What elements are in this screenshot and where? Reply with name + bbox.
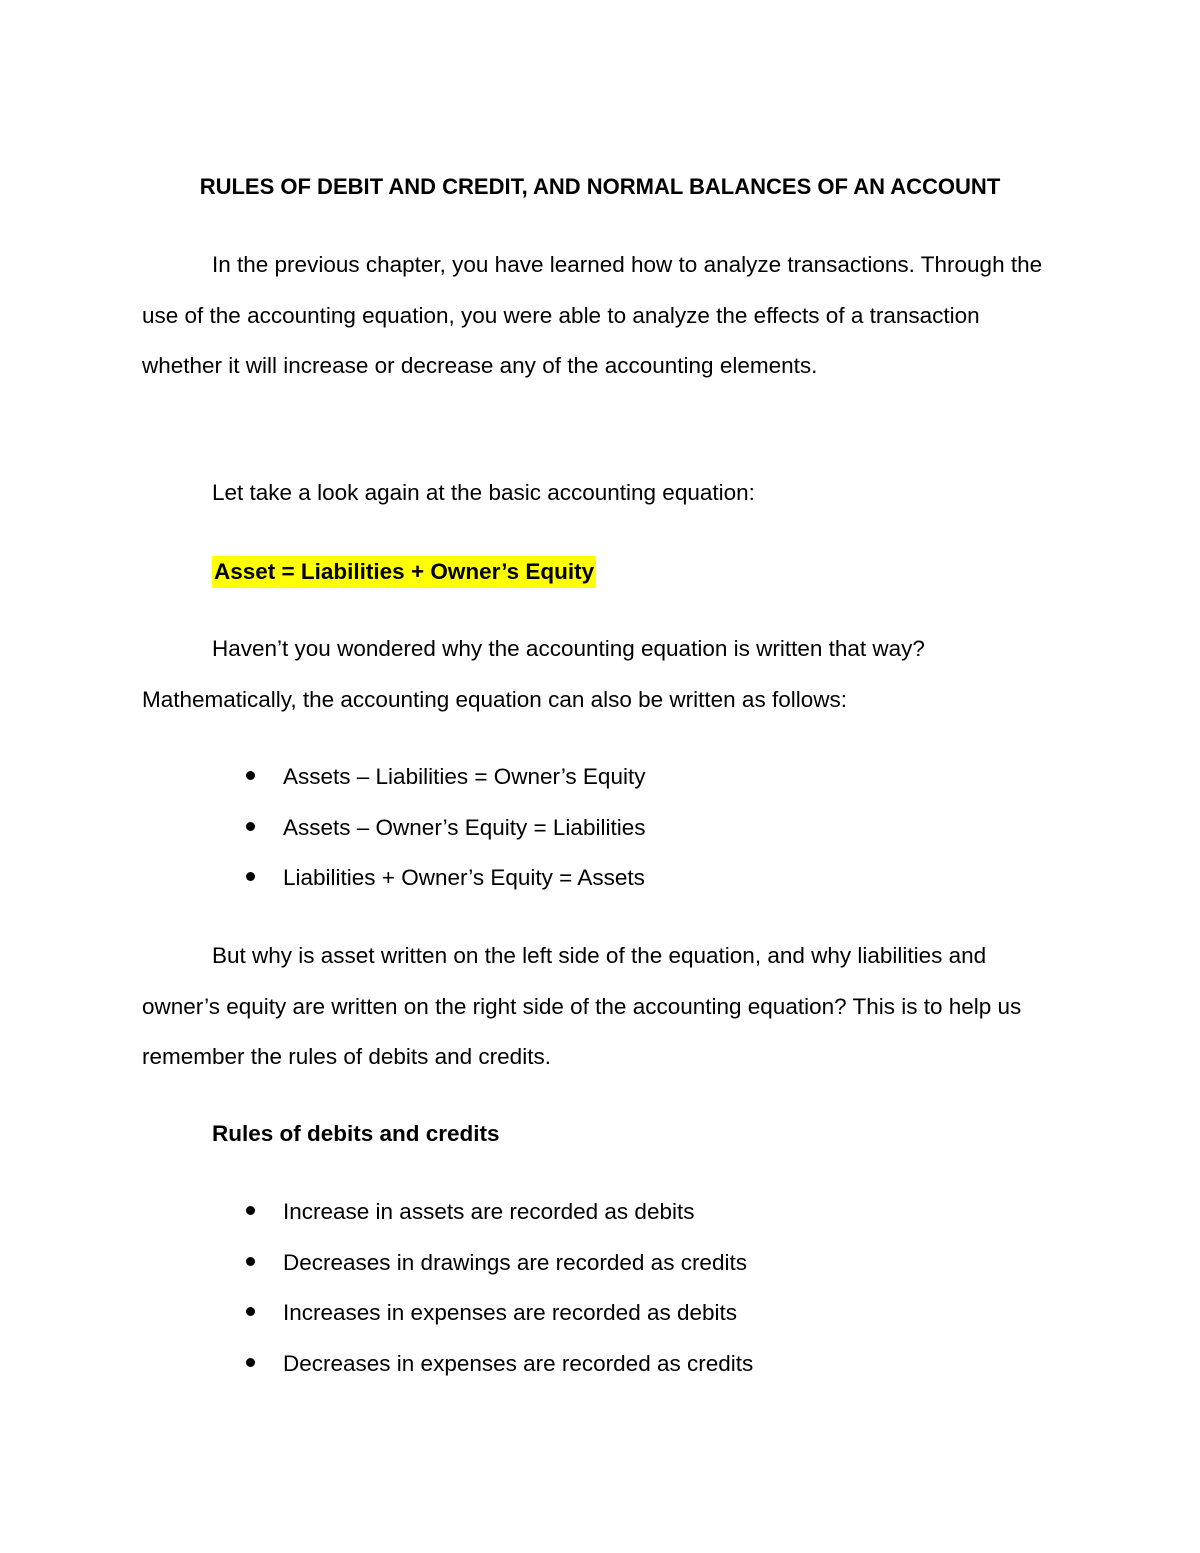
highlighted-equation-text: Asset = Liabilities + Owner’s Equity [214, 559, 595, 584]
list-item-text: Liabilities + Owner’s Equity = Assets [283, 865, 645, 890]
list-item [0, 862, 1200, 913]
list-item-text: Increase in assets are recorded as debits [283, 1199, 695, 1224]
question-paragraph-text: Haven’t you wondered why the accounting equation is written that way? Mathematically, the accounting equation can also be written as follows: [142, 636, 925, 712]
document-title: RULES OF DEBIT AND CREDIT, AND NORMAL BALANCES OF AN ACCOUNT [199, 174, 1001, 199]
highlighted-equation [212, 556, 596, 588]
list-item-text: Increases in expenses are recorded as debits [283, 1300, 738, 1325]
intro-paragraph-text: In the previous chapter, you have learned how to analyze transactions. Through the use of the accounting equation, you were able to analyze the effects of a transaction whether it will increase or decrease any of the accounting elements. [142, 252, 1043, 378]
equation-intro: Let take a look again at the basic accounting equation: [212, 480, 755, 505]
rules-list [0, 1196, 1200, 1398]
explanation-paragraph-text: But why is asset written on the left side of the equation, and why liabilities and owner’s equity are written on the right side of the accounting equation? This is to help us remember the rules of debits and credits. [142, 943, 1022, 1069]
question-paragraph [142, 624, 1062, 725]
bullet-icon [246, 1257, 255, 1266]
list-item-text: Decreases in drawings are recorded as credits [283, 1249, 747, 1275]
list-item-text: Decreases in expenses are recorded as credits [283, 1350, 754, 1376]
list-item [0, 761, 1200, 812]
list-item [0, 1247, 1200, 1298]
bullet-icon [246, 1307, 255, 1316]
bullet-icon [246, 1358, 255, 1367]
list-item [0, 1348, 1200, 1399]
equation-variants-list [0, 761, 1200, 913]
bullet-icon [246, 872, 255, 881]
rules-heading: Rules of debits and credits [212, 1121, 500, 1146]
explanation-paragraph [142, 931, 1062, 1083]
bullet-icon [246, 771, 255, 780]
bullet-icon [246, 1206, 255, 1215]
bullet-icon [246, 822, 255, 831]
list-item [0, 1297, 1200, 1348]
list-item-text: Assets – Owner’s Equity = Liabilities [283, 814, 646, 840]
list-item [0, 812, 1200, 863]
list-item [0, 1196, 1200, 1247]
list-item-text: Assets – Liabilities = Owner’s Equity [283, 764, 646, 789]
intro-paragraph [142, 240, 1062, 392]
